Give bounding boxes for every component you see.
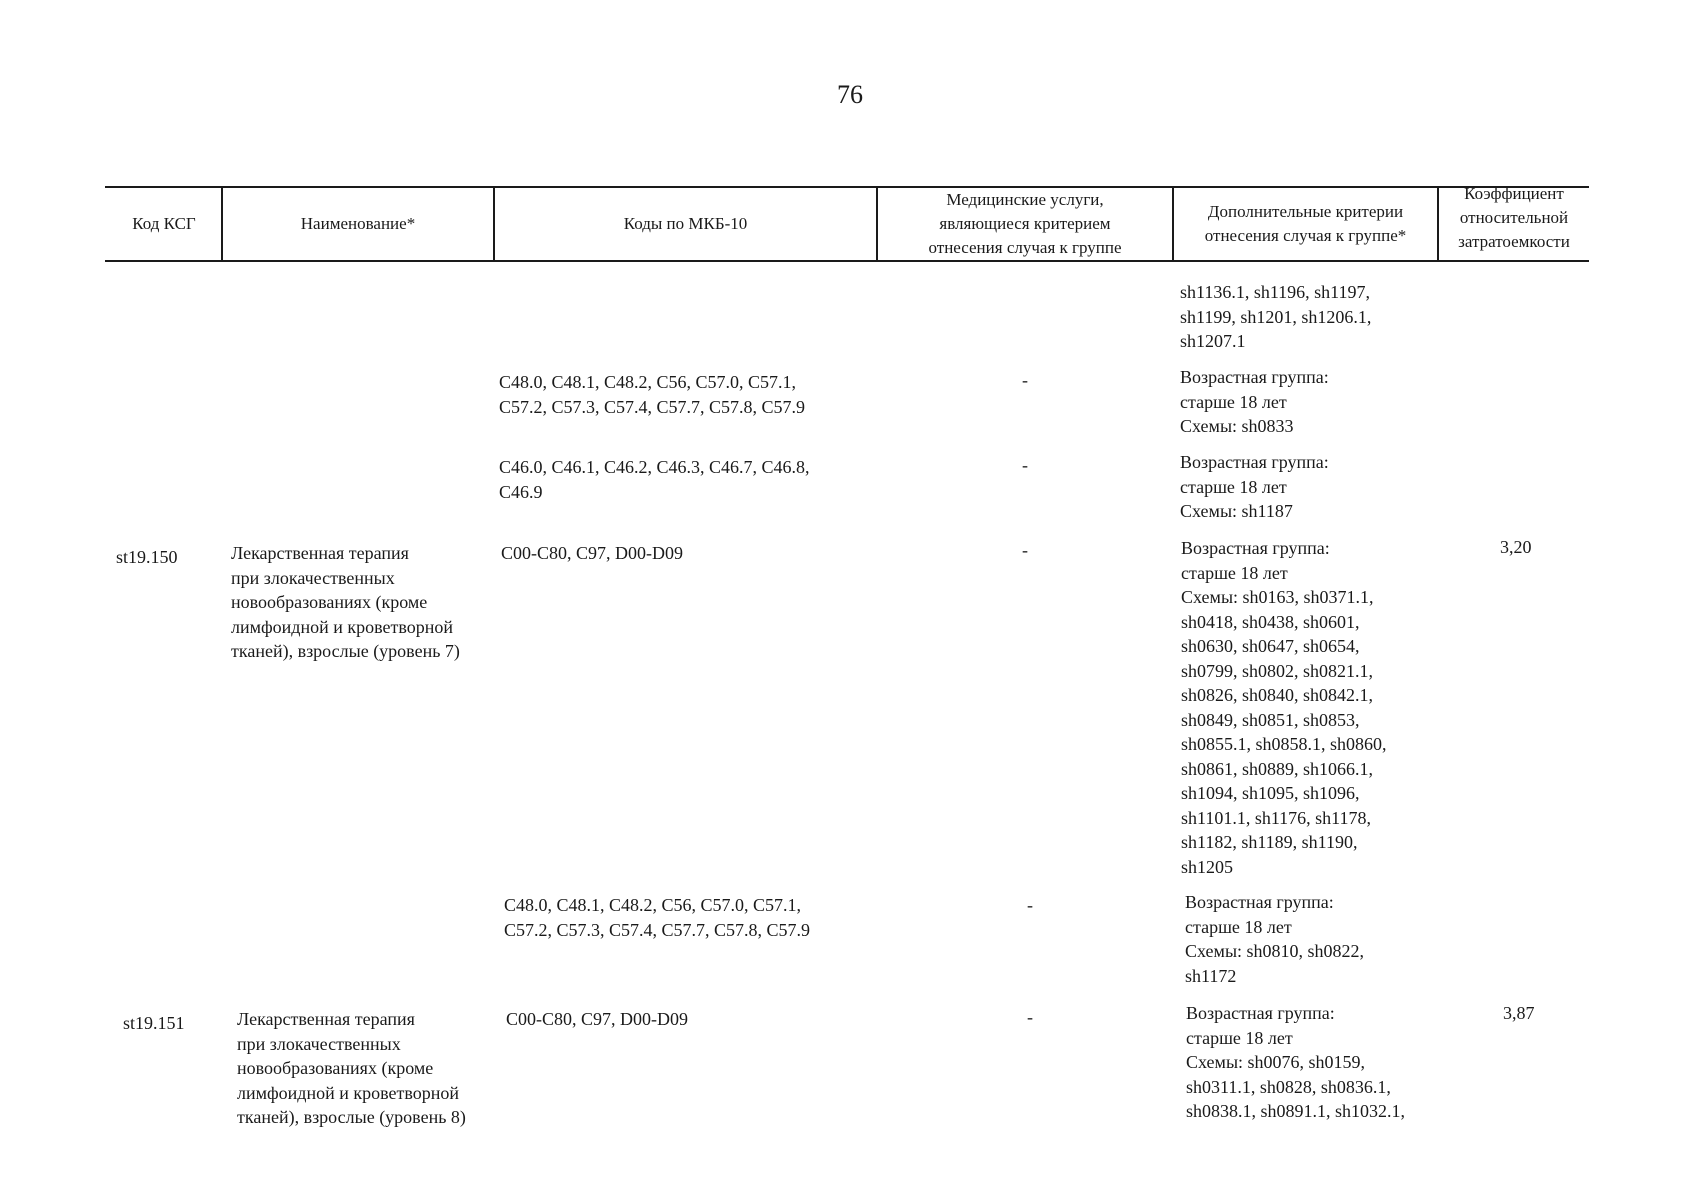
coef-cell: 3,87: [1503, 1003, 1535, 1023]
icd-cell: C48.0, C48.1, C48.2, C56, C57.0, C57.1, C57.2, C57.3, C57.4, C57.7, C57.8, C57.9: [499, 372, 806, 417]
header-criteria: [1174, 188, 1437, 260]
code-cell: st19.151: [123, 1013, 185, 1033]
icd-cell: C00-C80, C97, D00-D09: [506, 1009, 689, 1029]
icd-cell: C46.0, C46.1, C46.2, C46.3, C46.7, C46.8, C46.9: [499, 457, 810, 502]
code-cell: st19.150: [116, 547, 178, 567]
services-cell: -: [1027, 895, 1033, 915]
criteria-cell: Возрастная группа: старше 18 лет Схемы: sh0163, sh0371.1, sh0418, sh0438, sh0601, sh0630, sh0647, sh0654, sh0799, sh0802, sh0821.1, sh0826, sh0840, sh0842.1, sh0849, sh0851, sh0853, sh0855.1, sh0858.1, sh0860, sh0861, sh0889, sh1066.1, sh1094, sh1095, sh1096, sh1101.1, sh1176, sh1178, sh1182, sh1189, sh1190, sh1205: [1181, 538, 1387, 877]
header-services-line: отнесения случая к группе: [928, 238, 1122, 257]
services-cell: -: [1027, 1007, 1033, 1027]
icd-cell: C48.0, C48.1, C48.2, C56, C57.0, C57.1, C57.2, C57.3, C57.4, C57.7, C57.8, C57.9: [504, 895, 811, 940]
header-bottom-border: [105, 260, 1589, 262]
header-coef-line: Коэффициент: [1464, 184, 1564, 203]
header-coef-line: относительной: [1459, 208, 1569, 227]
table-header: [0, 0, 1696, 270]
criteria-cell: Возрастная группа: старше 18 лет Схемы: sh1187: [1180, 452, 1329, 521]
header-coef: [1439, 176, 1589, 260]
page-number: 76: [837, 80, 863, 109]
header-services-line: Медицинские услуги,: [946, 190, 1104, 209]
header-coef-line: затратоемкости: [1458, 232, 1570, 251]
criteria-cell: Возрастная группа: старше 18 лет Схемы: sh0076, sh0159, sh0311.1, sh0828, sh0836.1, sh0838.1, sh0891.1, sh1032.1,: [1186, 1003, 1406, 1121]
header-criteria-line: отнесения случая к группе*: [1204, 226, 1407, 245]
coef-cell: 3,20: [1500, 537, 1532, 557]
criteria-cell: sh1136.1, sh1196, sh1197, sh1199, sh1201, sh1206.1, sh1207.1: [1180, 282, 1372, 351]
criteria-cell: Возрастная группа: старше 18 лет Схемы: sh0833: [1180, 367, 1329, 436]
header-services-line: являющиеся критерием: [939, 214, 1111, 233]
services-cell: -: [1022, 455, 1028, 475]
services-cell: -: [1022, 370, 1028, 390]
icd-cell: C00-C80, C97, D00-D09: [501, 543, 684, 563]
name-cell: Лекарственная терапия при злокачественных новообразованиях (кроме лимфоидной и кроветворной тканей), взрослые (уровень 8): [237, 1009, 466, 1127]
header-criteria-line: Дополнительные критерии: [1207, 202, 1404, 221]
criteria-cell: Возрастная группа: старше 18 лет Схемы: sh0810, sh0822, sh1172: [1185, 892, 1365, 986]
header-icd: Коды по МКБ-10: [623, 214, 748, 233]
header-services: [878, 188, 1172, 260]
name-cell: Лекарственная терапия при злокачественных новообразованиях (кроме лимфоидной и кроветворной тканей), взрослые (уровень 7): [231, 543, 460, 661]
header-name: Наименование*: [300, 214, 416, 233]
header-code: Код КСГ: [132, 214, 196, 233]
services-cell: -: [1022, 540, 1028, 560]
